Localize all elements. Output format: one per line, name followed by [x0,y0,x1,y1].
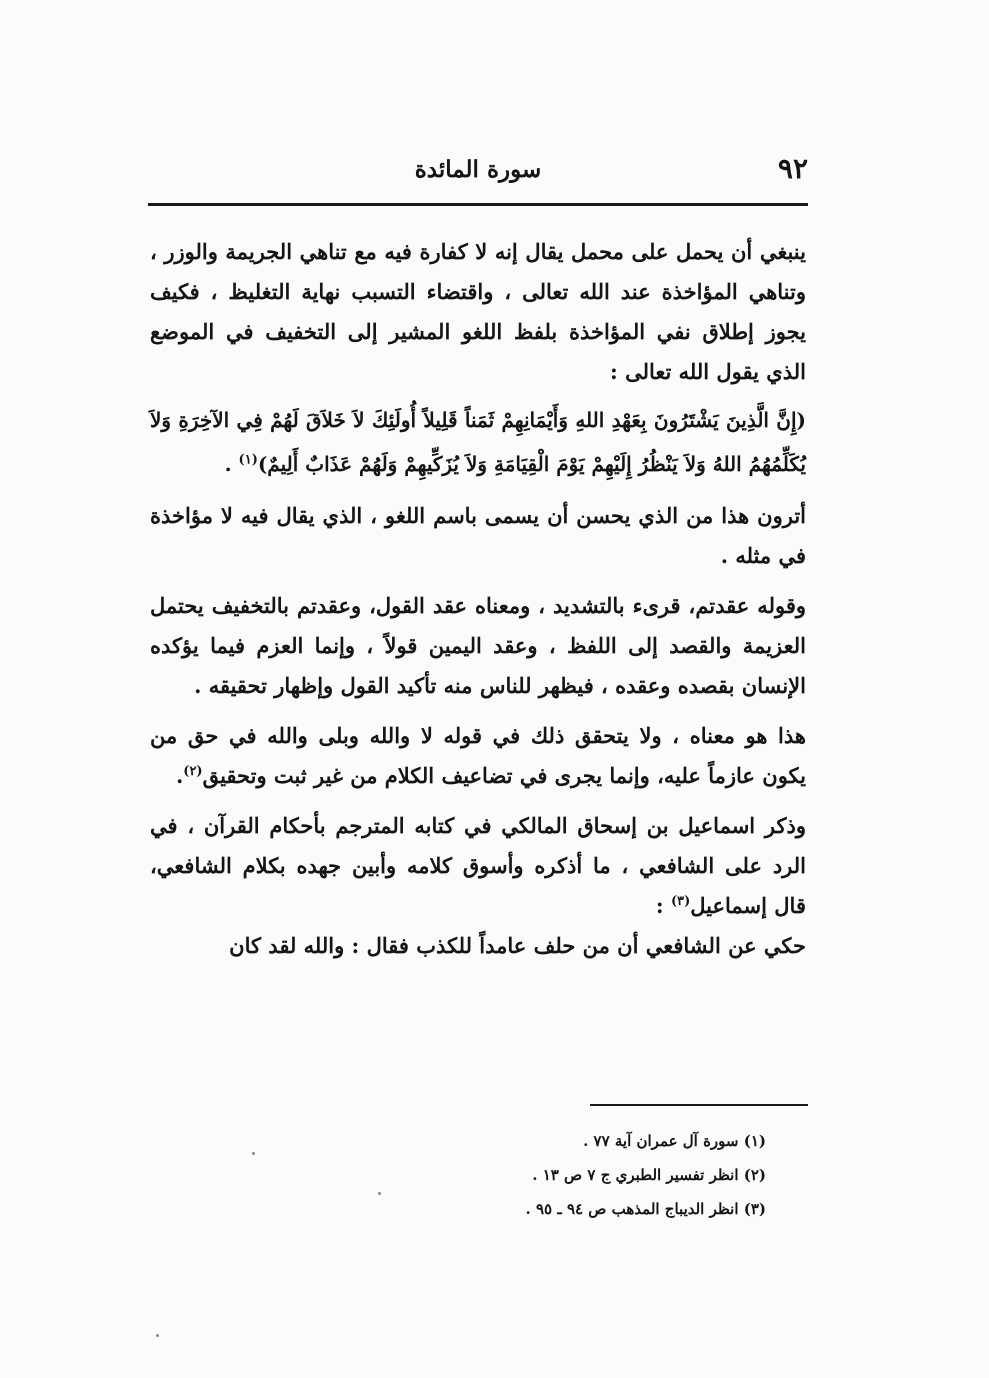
paragraph-4-footnote-ref: (٢) [183,764,203,779]
scan-speck [378,1192,381,1195]
verse-end: . [224,452,239,476]
paragraph-6: حكي عن الشافعي أن من حلف عامداً للكذب فقال : والله لقد كان [229,933,806,958]
paragraph-5-footnote-ref: (٣) [670,894,691,909]
footnote-1: (١) سورة آل عمران آية ٧٧ . [583,1132,766,1150]
header-rule [148,203,808,206]
footnote-3: (٣) انظر الديباج المذهب ص ٩٤ ـ ٩٥ . [525,1200,766,1218]
paragraph-4-text: هذا هو معناه ، ولا يتحقق ذلك في قوله لا والله وبلى والله في حق من يكون عازماً عليه، وإنما يجرى في تضاعيف الكلام من غير ثبت وتحقيق [150,723,806,788]
paragraph-5 [150,806,806,926]
paragraph-4 [150,716,806,796]
paragraph-3: وقوله عقدتم، قرىء بالتشديد ، ومعناه عقد القول، وعقدتم بالتخفيف يحتمل العزيمة والقصد إلى اللفظ ، وعقد اليمين قولاً ، وإنما العزم فيما يؤكده الإنسان بقصده وعقده ، فيظهر للناس منه تأكيد القول وإظهار تحقيقه . [150,593,806,698]
main-text [150,232,806,966]
running-header [148,148,808,192]
page-number: ٩٢ [777,152,808,185]
verse-footnote-ref: (١) [238,452,258,468]
paragraph-2: أترون هذا من الذي يحسن أن يسمى باسم اللغو ، الذي يقال فيه لا مؤاخذة في مثله . [150,503,806,568]
scan-speck [252,1152,255,1155]
footnote-2: (٢) انظر تفسير الطبري ج ٧ ص ١٣ . [532,1166,766,1184]
paragraph-5-end: : [655,893,671,918]
verse-text: (إِنَّ الَّذِينَ يَشْتَرُونَ بِعَهْدِ اللهِ وَأَيْمَانِهِمْ ثَمَناً قَلِيلاً أُولَئِكَ لاَ خَلاَقَ لَهُمْ فِي الآخِرَةِ وَلاَ يُكَلِّمُهُمُ اللهُ وَلاَ يَنْظُرُ إِلَيْهِمْ يَوْمَ الْقِيَامَةِ وَلاَ يُزَكِّيهِمْ وَلَهُمْ عَذَابٌ أَلِيمٌ) [150,408,806,476]
paragraph-5-text: وذكر اسماعيل بن إسحاق المالكي في كتابه المترجم بأحكام القرآن ، في الرد على الشافعي ، ما أذكره وأسوق كلامه وأبين جهده بكلام الشافعي، قال إسماعيل [150,813,806,918]
paragraph-4-end: . [175,763,184,788]
surah-title: سورة المائدة [414,156,542,183]
footnote-rule [590,1104,808,1106]
footnotes [360,1124,766,1226]
paragraph-1: ينبغي أن يحمل على محمل يقال إنه لا كفارة فيه مع تناهي الجريمة والوزر ، وتناهي المؤاخذة عند الله تعالى ، واقتضاء التسبب نهاية التغليظ ، فكيف يجوز إطلاق نفي المؤاخذة بلفظ اللغو المشير إلى التخفيف في الموضع الذي يقول الله تعالى : [150,239,806,384]
scan-speck [156,1334,159,1337]
quran-verse [150,398,806,486]
